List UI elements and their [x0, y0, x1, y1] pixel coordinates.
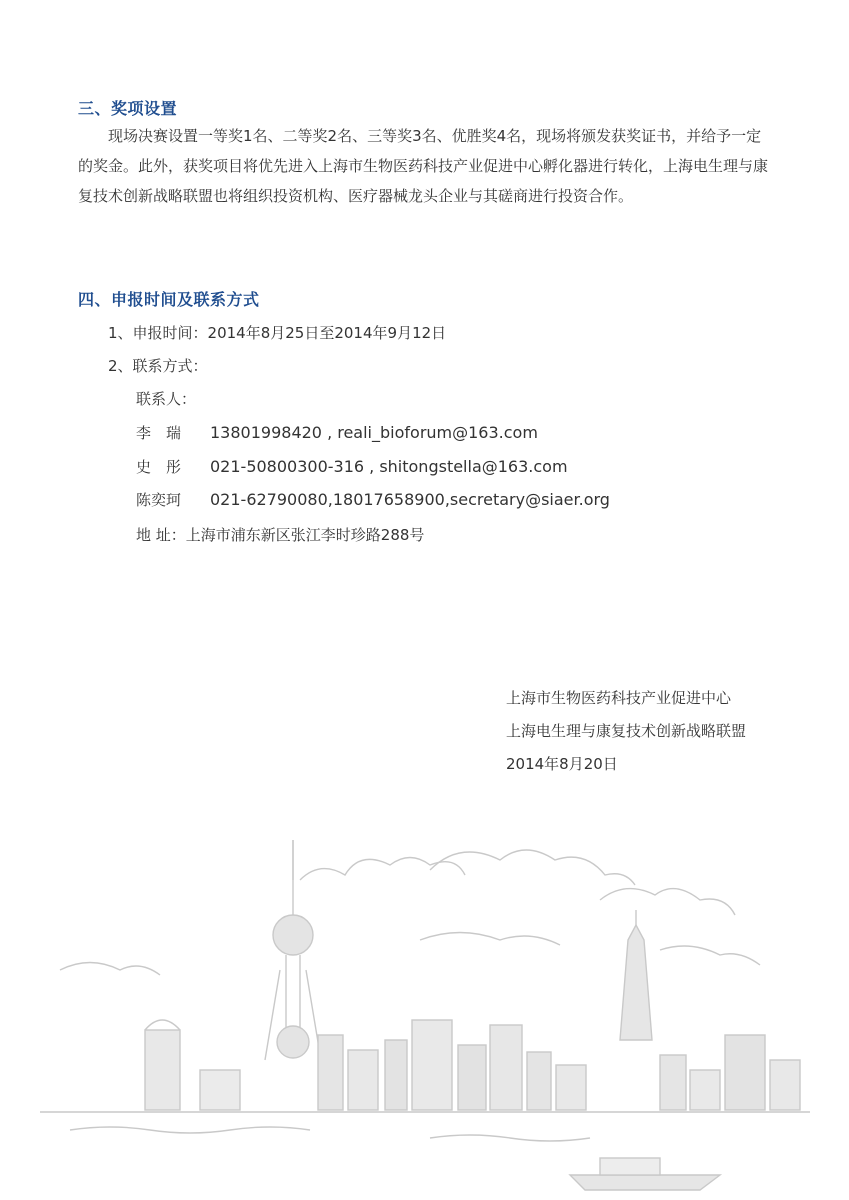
contact-name: 陈奕珂: [136, 491, 182, 509]
contact-info: 021-62790080,18017658900,secretary@siaer.org: [210, 490, 610, 509]
contact-row: [136, 489, 610, 510]
contact-name: 李 瑞: [136, 424, 182, 442]
signature-org1: 上海市生物医药科技产业促进中心: [506, 689, 732, 707]
contact-info: 021-50800300-316 , shitongstella@163.com: [210, 457, 568, 476]
signature-org2: 上海电生理与康复技术创新战略联盟: [506, 722, 747, 740]
contact-person-label: 联系人：: [136, 390, 197, 408]
skyline-illustration: [0, 820, 849, 1200]
section3-paragraph: 现场决赛设置一等奖1名、二等奖2名、三等奖3名、优胜奖4名，现场将颁发获奖证书，并给予一定的奖金。此外，获奖项目将优先进入上海市生物医药科技产业促进中心孵化器进行转化，上海电生理与康复技术创新战略联盟也将组织投资机构、医疗器械龙头企业与其磋商进行投资合作。: [78, 127, 769, 205]
contact-row: [136, 422, 538, 443]
contact-name: 史 彤: [136, 458, 182, 476]
address: 地 址：上海市浦东新区张江李时珍路288号: [136, 526, 425, 544]
contact-methods-label: 2、联系方式：: [108, 357, 208, 375]
contact-info: 13801998420 , reali_bioforum@163.com: [210, 423, 538, 442]
signature-date: 2014年8月20日: [506, 755, 618, 773]
section3-heading: 三、奖项设置: [78, 99, 178, 118]
submission-time: 1、申报时间：2014年8月25日至2014年9月12日: [108, 324, 447, 342]
contact-row: [136, 456, 568, 477]
section4-heading: 四、申报时间及联系方式: [78, 290, 260, 309]
